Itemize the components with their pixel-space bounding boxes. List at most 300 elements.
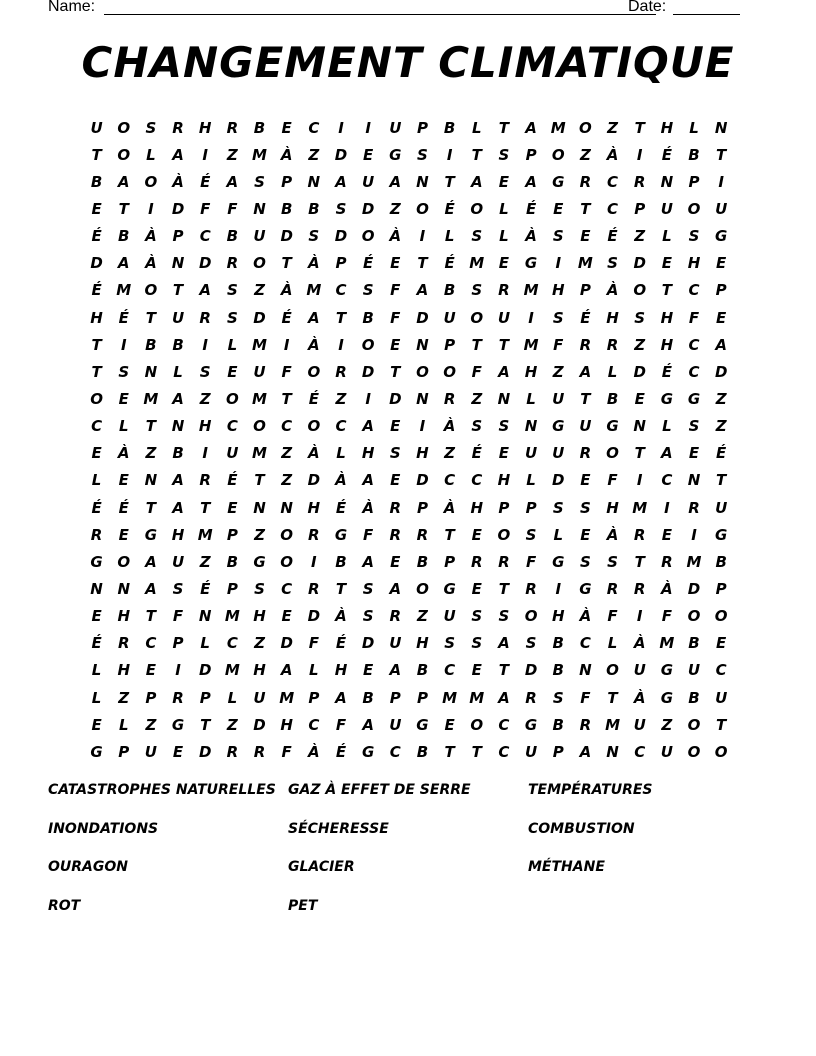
grid-cell[interactable]: D (361, 362, 375, 381)
grid-cell[interactable]: P (226, 525, 238, 544)
grid-cell[interactable]: O (361, 227, 375, 246)
grid-cell[interactable]: P (579, 281, 591, 300)
grid-cell[interactable]: D (361, 199, 375, 218)
grid-cell[interactable]: G (660, 661, 674, 680)
grid-cell[interactable]: O (524, 607, 538, 626)
grid-cell[interactable]: G (443, 579, 456, 598)
grid-cell[interactable]: R (90, 525, 103, 544)
grid-cell[interactable]: É (200, 579, 211, 598)
grid-cell[interactable]: I (365, 118, 371, 137)
grid-cell[interactable]: É (335, 498, 347, 517)
grid-cell[interactable]: É (716, 444, 727, 463)
grid-cell[interactable]: À (145, 254, 157, 273)
name-field-line[interactable] (104, 14, 656, 15)
grid-cell[interactable]: T (661, 281, 672, 300)
grid-cell[interactable]: N (416, 172, 429, 191)
grid-cell[interactable]: H (307, 498, 321, 517)
grid-cell[interactable]: N (606, 742, 619, 761)
grid-cell[interactable]: D (198, 661, 212, 680)
grid-cell[interactable]: S (634, 308, 646, 327)
grid-cell[interactable]: Z (552, 362, 564, 381)
grid-cell[interactable]: A (145, 579, 157, 598)
grid-cell[interactable]: R (389, 607, 402, 626)
grid-cell[interactable]: U (579, 417, 592, 436)
grid-cell[interactable]: L (91, 661, 102, 680)
grid-cell[interactable]: Z (715, 417, 727, 436)
grid-cell[interactable]: T (281, 389, 292, 408)
grid-cell[interactable]: Z (281, 471, 293, 490)
grid-cell[interactable]: E (172, 742, 184, 761)
grid-cell[interactable]: D (524, 661, 538, 680)
grid-cell[interactable]: E (281, 607, 292, 626)
grid-cell[interactable]: D (416, 308, 429, 327)
grid-cell[interactable]: A (117, 172, 130, 191)
grid-cell[interactable]: A (362, 471, 374, 490)
grid-cell[interactable]: U (552, 389, 565, 408)
grid-cell[interactable]: P (416, 498, 428, 517)
grid-cell[interactable]: T (335, 579, 347, 598)
grid-cell[interactable]: M (252, 389, 267, 408)
grid-cell[interactable]: O (470, 308, 484, 327)
grid-cell[interactable]: T (498, 335, 510, 354)
grid-cell[interactable]: G (660, 688, 674, 707)
grid-cell[interactable]: P (172, 634, 184, 653)
grid-cell[interactable]: G (715, 525, 728, 544)
grid-cell[interactable]: O (416, 362, 429, 381)
grid-cell[interactable]: P (634, 199, 646, 218)
grid-cell[interactable]: B (552, 634, 564, 653)
grid-cell[interactable]: H (198, 417, 212, 436)
grid-cell[interactable]: G (524, 715, 538, 734)
grid-cell[interactable]: C (607, 199, 619, 218)
grid-cell[interactable]: U (552, 444, 565, 463)
grid-cell[interactable]: F (471, 362, 482, 381)
grid-cell[interactable]: R (633, 172, 646, 191)
grid-cell[interactable]: À (443, 417, 456, 436)
grid-cell[interactable]: G (687, 389, 701, 408)
grid-cell[interactable]: G (334, 525, 348, 544)
grid-cell[interactable]: E (91, 199, 102, 218)
grid-cell[interactable]: D (253, 308, 266, 327)
grid-cell[interactable]: R (579, 172, 592, 191)
grid-cell[interactable]: U (253, 362, 266, 381)
grid-cell[interactable]: B (606, 389, 619, 408)
grid-cell[interactable]: C (688, 362, 700, 381)
grid-cell[interactable]: L (146, 145, 156, 164)
grid-cell[interactable]: N (171, 254, 185, 273)
grid-cell[interactable]: T (390, 362, 401, 381)
grid-cell[interactable]: A (661, 444, 673, 463)
grid-cell[interactable]: P (444, 335, 456, 354)
grid-cell[interactable]: R (661, 552, 673, 571)
grid-cell[interactable]: A (172, 498, 184, 517)
grid-cell[interactable]: H (198, 118, 212, 137)
grid-cell[interactable]: I (311, 552, 317, 571)
grid-cell[interactable]: E (553, 199, 564, 218)
grid-cell[interactable]: À (145, 227, 157, 246)
grid-cell[interactable]: U (633, 715, 646, 734)
grid-cell[interactable]: M (469, 688, 485, 707)
grid-cell[interactable]: B (362, 308, 374, 327)
grid-cell[interactable]: M (252, 145, 267, 164)
grid-cell[interactable]: T (498, 661, 510, 680)
grid-cell[interactable]: S (335, 199, 347, 218)
grid-cell[interactable]: U (497, 308, 511, 327)
grid-cell[interactable]: O (117, 145, 131, 164)
grid-cell[interactable]: T (471, 335, 482, 354)
grid-cell[interactable]: D (90, 254, 103, 273)
grid-cell[interactable]: B (688, 688, 700, 707)
grid-cell[interactable]: B (552, 715, 564, 734)
grid-cell[interactable]: C (498, 715, 510, 734)
grid-cell[interactable]: P (226, 579, 238, 598)
grid-cell[interactable]: T (471, 145, 482, 164)
grid-cell[interactable]: E (145, 661, 157, 680)
grid-cell[interactable]: S (471, 281, 483, 300)
grid-cell[interactable]: À (172, 172, 184, 191)
grid-cell[interactable]: U (633, 661, 646, 680)
grid-cell[interactable]: F (607, 471, 618, 490)
grid-cell[interactable]: S (471, 607, 483, 626)
grid-cell[interactable]: C (308, 118, 320, 137)
grid-cell[interactable]: G (90, 742, 103, 761)
grid-cell[interactable]: P (552, 742, 564, 761)
grid-cell[interactable]: S (525, 525, 537, 544)
grid-cell[interactable]: M (577, 254, 593, 273)
grid-cell[interactable]: I (636, 145, 643, 164)
grid-cell[interactable]: S (362, 607, 374, 626)
grid-cell[interactable]: S (254, 579, 265, 598)
grid-cell[interactable]: O (470, 715, 484, 734)
grid-cell[interactable]: P (498, 498, 510, 517)
grid-cell[interactable]: A (416, 281, 429, 300)
grid-cell[interactable]: B (226, 552, 239, 571)
grid-cell[interactable]: S (172, 579, 184, 598)
grid-cell[interactable]: H (361, 444, 375, 463)
grid-cell[interactable]: T (444, 742, 455, 761)
grid-cell[interactable]: F (390, 308, 401, 327)
grid-cell[interactable]: H (551, 607, 565, 626)
grid-cell[interactable]: É (444, 254, 455, 273)
grid-cell[interactable]: S (498, 145, 510, 164)
grid-cell[interactable]: É (607, 227, 618, 246)
grid-cell[interactable]: T (91, 145, 102, 164)
grid-cell[interactable]: I (446, 145, 453, 164)
grid-cell[interactable]: F (363, 525, 374, 544)
grid-cell[interactable]: E (91, 444, 102, 463)
grid-cell[interactable]: À (443, 498, 456, 517)
grid-cell[interactable]: S (552, 688, 564, 707)
grid-cell[interactable]: T (716, 471, 727, 490)
grid-cell[interactable]: É (335, 634, 347, 653)
grid-cell[interactable]: M (279, 688, 295, 707)
grid-cell[interactable]: E (471, 661, 482, 680)
grid-cell[interactable]: A (172, 145, 184, 164)
grid-cell[interactable]: N (307, 172, 321, 191)
grid-cell[interactable]: L (118, 417, 129, 436)
grid-cell[interactable]: C (335, 417, 347, 436)
grid-cell[interactable]: O (416, 199, 429, 218)
grid-cell[interactable]: E (91, 607, 102, 626)
grid-cell[interactable]: P (118, 742, 130, 761)
grid-cell[interactable]: R (416, 525, 429, 544)
grid-cell[interactable]: H (416, 634, 429, 653)
grid-cell[interactable]: B (145, 335, 157, 354)
grid-cell[interactable]: G (579, 579, 592, 598)
grid-cell[interactable]: Z (444, 444, 456, 463)
grid-cell[interactable]: G (389, 145, 402, 164)
grid-cell[interactable]: R (199, 308, 211, 327)
grid-cell[interactable]: U (171, 308, 185, 327)
grid-cell[interactable]: F (525, 552, 537, 571)
grid-cell[interactable]: N (660, 172, 674, 191)
grid-cell[interactable]: H (334, 661, 348, 680)
grid-cell[interactable]: À (525, 227, 537, 246)
grid-cell[interactable]: O (253, 417, 266, 436)
grid-cell[interactable]: A (525, 118, 537, 137)
grid-cell[interactable]: T (145, 607, 156, 626)
grid-cell[interactable]: S (525, 634, 537, 653)
grid-cell[interactable]: T (91, 362, 102, 381)
grid-cell[interactable]: U (715, 199, 728, 218)
grid-cell[interactable]: U (389, 634, 402, 653)
grid-cell[interactable]: A (715, 335, 727, 354)
grid-cell[interactable]: I (691, 525, 697, 544)
grid-cell[interactable]: B (715, 552, 727, 571)
grid-cell[interactable]: C (226, 417, 238, 436)
grid-cell[interactable]: H (551, 281, 565, 300)
grid-cell[interactable]: Z (471, 389, 483, 408)
grid-cell[interactable]: T (335, 308, 347, 327)
grid-cell[interactable]: É (118, 308, 129, 327)
grid-cell[interactable]: T (200, 715, 211, 734)
grid-cell[interactable]: É (444, 199, 455, 218)
grid-cell[interactable]: A (579, 742, 592, 761)
grid-cell[interactable]: S (226, 308, 238, 327)
grid-cell[interactable]: U (443, 607, 456, 626)
grid-cell[interactable]: C (145, 634, 157, 653)
grid-cell[interactable]: À (579, 607, 592, 626)
grid-cell[interactable]: R (606, 579, 619, 598)
grid-cell[interactable]: P (688, 172, 700, 191)
grid-cell[interactable]: E (281, 118, 292, 137)
grid-cell[interactable]: L (662, 417, 672, 436)
grid-cell[interactable]: T (607, 688, 618, 707)
grid-cell[interactable]: É (335, 742, 347, 761)
grid-cell[interactable]: É (91, 498, 102, 517)
grid-cell[interactable]: A (389, 579, 402, 598)
grid-cell[interactable]: T (716, 145, 727, 164)
grid-cell[interactable]: L (173, 362, 183, 381)
grid-cell[interactable]: Z (417, 607, 428, 626)
grid-cell[interactable]: À (308, 254, 320, 273)
grid-cell[interactable]: D (198, 254, 212, 273)
grid-cell[interactable]: P (335, 254, 347, 273)
grid-cell[interactable]: S (552, 498, 564, 517)
grid-cell[interactable]: A (389, 172, 402, 191)
grid-cell[interactable]: E (227, 498, 238, 517)
grid-cell[interactable]: Z (281, 444, 293, 463)
grid-cell[interactable]: G (660, 389, 674, 408)
grid-cell[interactable]: T (444, 525, 455, 544)
grid-cell[interactable]: P (281, 172, 293, 191)
grid-cell[interactable]: É (525, 199, 537, 218)
grid-cell[interactable]: I (419, 227, 426, 246)
grid-cell[interactable]: A (362, 417, 374, 436)
grid-cell[interactable]: U (171, 552, 185, 571)
grid-cell[interactable]: S (688, 227, 700, 246)
grid-cell[interactable]: À (633, 688, 646, 707)
grid-cell[interactable]: G (552, 552, 565, 571)
grid-cell[interactable]: T (417, 254, 428, 273)
grid-cell[interactable]: O (687, 742, 701, 761)
grid-cell[interactable]: P (444, 552, 456, 571)
grid-cell[interactable]: P (525, 145, 537, 164)
grid-cell[interactable]: U (389, 118, 402, 137)
grid-cell[interactable]: B (90, 172, 103, 191)
grid-cell[interactable]: À (633, 634, 646, 653)
grid-cell[interactable]: É (91, 281, 102, 300)
grid-cell[interactable]: O (551, 145, 565, 164)
grid-cell[interactable]: H (660, 308, 674, 327)
grid-cell[interactable]: I (120, 335, 127, 354)
grid-cell[interactable]: B (688, 145, 700, 164)
grid-cell[interactable]: N (633, 417, 646, 436)
grid-cell[interactable]: S (471, 227, 483, 246)
grid-cell[interactable]: U (524, 444, 538, 463)
grid-cell[interactable]: O (714, 607, 728, 626)
grid-cell[interactable]: É (661, 362, 672, 381)
grid-cell[interactable]: À (606, 145, 619, 164)
grid-cell[interactable]: E (91, 715, 102, 734)
grid-cell[interactable]: Z (199, 389, 211, 408)
grid-cell[interactable]: S (226, 281, 238, 300)
grid-cell[interactable]: À (280, 145, 293, 164)
grid-cell[interactable]: G (144, 525, 158, 544)
grid-cell[interactable]: O (225, 389, 239, 408)
grid-cell[interactable]: P (172, 227, 184, 246)
grid-cell[interactable]: U (362, 172, 375, 191)
grid-cell[interactable]: E (390, 471, 401, 490)
grid-cell[interactable]: L (336, 444, 346, 463)
grid-cell[interactable]: E (498, 444, 510, 463)
grid-cell[interactable]: E (716, 254, 727, 273)
grid-cell[interactable]: T (471, 742, 482, 761)
grid-cell[interactable]: É (91, 634, 102, 653)
grid-cell[interactable]: B (443, 118, 456, 137)
grid-cell[interactable]: O (687, 715, 701, 734)
grid-cell[interactable]: Z (226, 715, 238, 734)
grid-cell[interactable]: M (116, 281, 132, 300)
grid-cell[interactable]: I (555, 254, 562, 273)
grid-cell[interactable]: S (417, 145, 428, 164)
grid-cell[interactable]: H (687, 254, 701, 273)
grid-cell[interactable]: L (689, 118, 699, 137)
grid-cell[interactable]: S (308, 227, 320, 246)
grid-cell[interactable]: L (607, 634, 618, 653)
grid-cell[interactable]: B (416, 742, 429, 761)
grid-cell[interactable]: D (687, 579, 701, 598)
grid-cell[interactable]: À (661, 579, 673, 598)
grid-cell[interactable]: U (253, 227, 266, 246)
grid-cell[interactable]: H (90, 308, 103, 327)
grid-cell[interactable]: Z (389, 199, 401, 218)
grid-cell[interactable]: É (580, 308, 591, 327)
grid-cell[interactable]: M (550, 118, 566, 137)
grid-cell[interactable]: S (498, 607, 510, 626)
grid-cell[interactable]: B (226, 227, 239, 246)
grid-cell[interactable]: B (335, 552, 347, 571)
grid-cell[interactable]: N (497, 389, 511, 408)
grid-cell[interactable]: E (118, 525, 129, 544)
grid-cell[interactable]: L (118, 715, 129, 734)
grid-cell[interactable]: A (389, 661, 402, 680)
grid-cell[interactable]: O (280, 552, 294, 571)
grid-cell[interactable]: T (580, 389, 591, 408)
date-field-line[interactable] (673, 14, 740, 15)
grid-cell[interactable]: M (306, 281, 322, 300)
grid-cell[interactable]: P (715, 281, 727, 300)
grid-cell[interactable]: E (390, 254, 401, 273)
grid-cell[interactable]: T (145, 308, 156, 327)
grid-cell[interactable]: E (661, 525, 672, 544)
grid-cell[interactable]: S (471, 417, 483, 436)
grid-cell[interactable]: O (117, 552, 131, 571)
grid-cell[interactable]: B (552, 661, 564, 680)
grid-cell[interactable]: C (308, 715, 320, 734)
grid-cell[interactable]: R (688, 498, 700, 517)
grid-cell[interactable]: T (444, 172, 455, 191)
grid-cell[interactable]: À (606, 525, 619, 544)
grid-cell[interactable]: C (335, 281, 347, 300)
grid-cell[interactable]: O (633, 281, 647, 300)
grid-cell[interactable]: N (253, 199, 266, 218)
grid-cell[interactable]: T (634, 552, 645, 571)
grid-cell[interactable]: A (199, 281, 211, 300)
grid-cell[interactable]: S (607, 552, 618, 571)
grid-cell[interactable]: A (498, 688, 510, 707)
grid-cell[interactable]: C (579, 634, 591, 653)
grid-cell[interactable]: D (171, 199, 185, 218)
grid-cell[interactable]: M (143, 389, 159, 408)
grid-cell[interactable]: E (716, 308, 727, 327)
grid-cell[interactable]: P (416, 688, 428, 707)
grid-cell[interactable]: B (416, 552, 429, 571)
grid-cell[interactable]: E (390, 417, 401, 436)
grid-cell[interactable]: À (308, 444, 320, 463)
grid-cell[interactable]: M (469, 254, 485, 273)
grid-cell[interactable]: M (224, 661, 240, 680)
grid-cell[interactable]: E (580, 227, 591, 246)
grid-cell[interactable]: N (198, 607, 212, 626)
grid-cell[interactable]: U (715, 498, 728, 517)
grid-cell[interactable]: B (416, 661, 429, 680)
grid-cell[interactable]: O (497, 525, 511, 544)
grid-cell[interactable]: A (362, 715, 374, 734)
grid-cell[interactable]: E (444, 715, 455, 734)
grid-cell[interactable]: C (498, 742, 510, 761)
grid-cell[interactable]: Z (118, 688, 130, 707)
grid-cell[interactable]: R (579, 444, 592, 463)
grid-cell[interactable]: C (688, 335, 700, 354)
grid-cell[interactable]: F (607, 607, 618, 626)
grid-cell[interactable]: I (365, 389, 371, 408)
grid-cell[interactable]: G (715, 227, 728, 246)
grid-cell[interactable]: C (281, 579, 293, 598)
grid-cell[interactable]: À (280, 281, 293, 300)
grid-cell[interactable]: O (687, 607, 701, 626)
grid-cell[interactable]: N (416, 389, 429, 408)
